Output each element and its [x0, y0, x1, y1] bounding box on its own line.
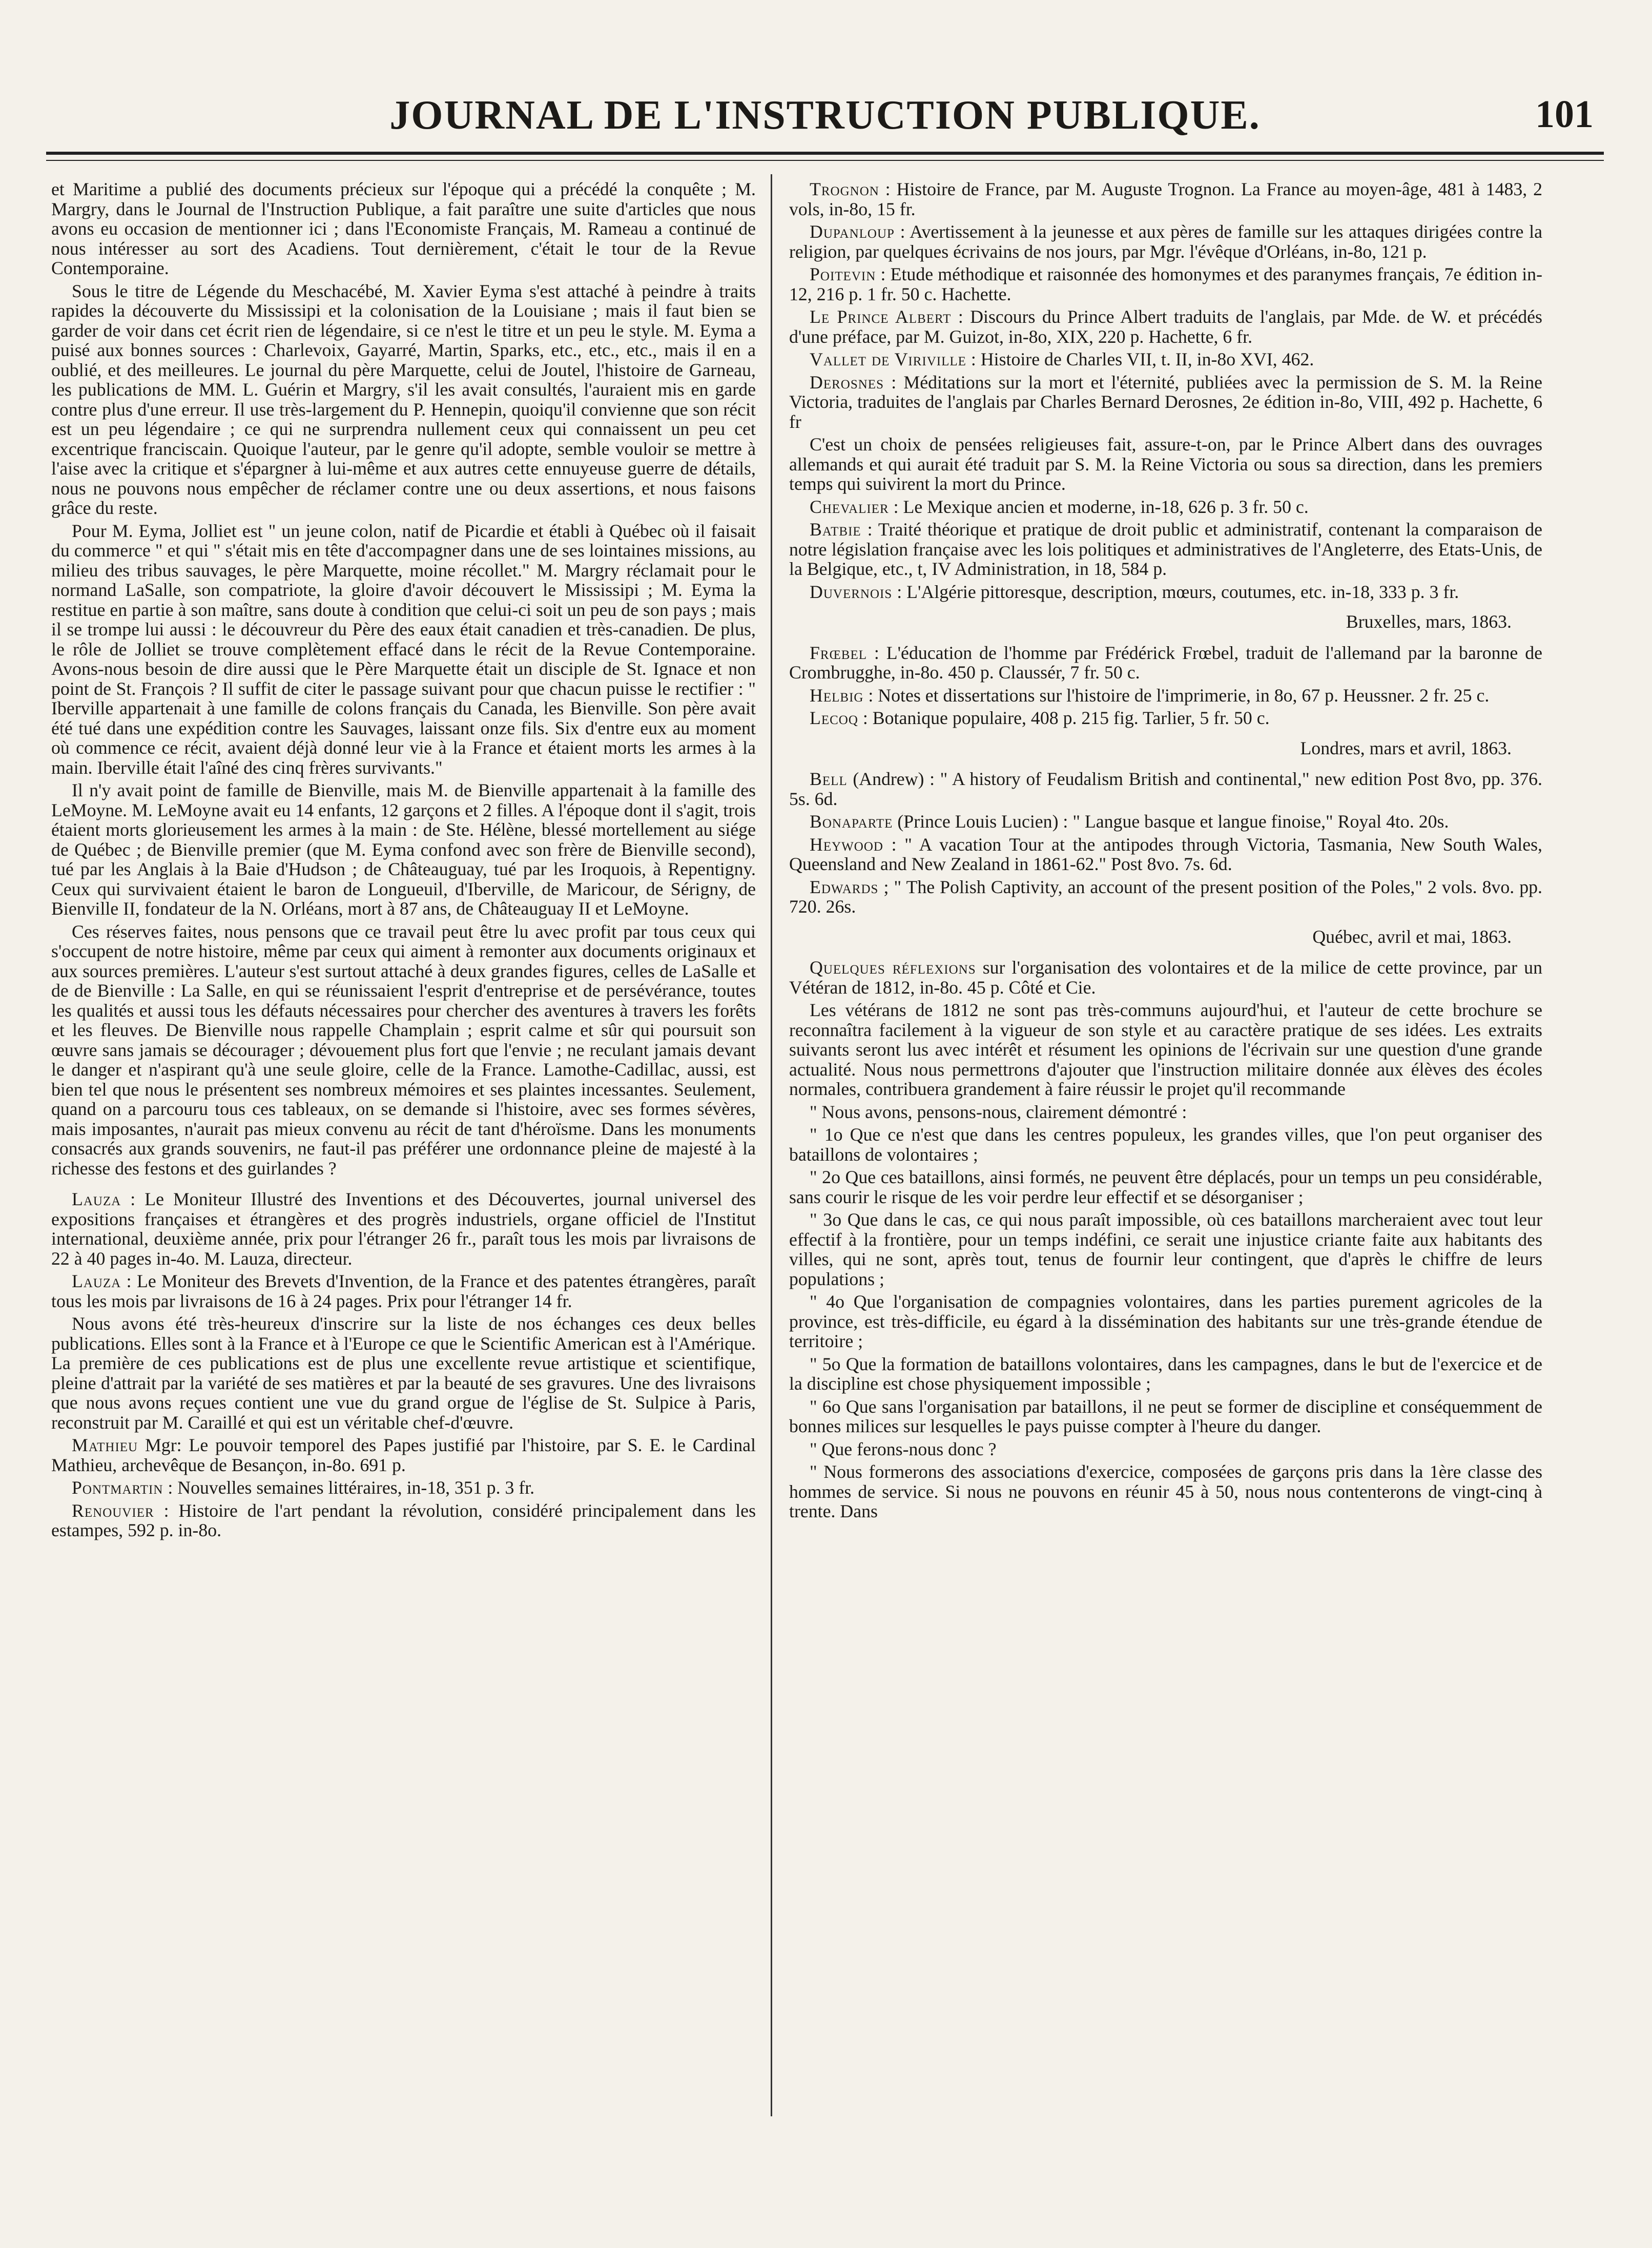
- entry-author: Lauza: [72, 1189, 121, 1209]
- quote-paragraph: " 1o Que ce n'est que dans les centres populeux, les grandes villes, que l'on peut organiser des bataillons de volontaires ;: [789, 1124, 1542, 1165]
- entry-text: (Prince Louis Lucien) : " Langue basque et langue finoise," Royal 4to. 20s.: [893, 811, 1449, 832]
- entry-author: Pontmartin: [72, 1477, 163, 1498]
- right-column: [789, 179, 1542, 2127]
- entry-author: Heywood: [810, 834, 883, 855]
- quote-paragraph: " 2o Que ces bataillons, ainsi formés, ne peuvent être déplacés, pour un temps un peu considérable, sans courir le risque de les voir perdre leur effectif et se désorganiser ;: [789, 1167, 1542, 1207]
- bibliography-entry: [789, 222, 1542, 261]
- bibliography-entry: [789, 307, 1542, 346]
- entry-text: (Andrew) : " A history of Feudalism British and continental," new edition Post 8vo, pp. 376. 5s. 6d.: [789, 769, 1542, 809]
- bibliography-entry: [789, 812, 1542, 832]
- entry-text: : Histoire de France, par M. Auguste Trognon. La France au moyen-âge, 481 à 1483, 2 vols, in-8o, 15 fr.: [789, 179, 1542, 219]
- paragraph: Il n'y avait point de famille de Bienville, mais M. de Bienville appartenait à la famille des LeMoyne. M. LeMoyne avait eu 14 enfants, 12 garçons et 2 filles. A l'époque dont il s'agit, trois étaient morts glorieusement les armes à la main : de Ste. Hélène, blessé mortellement au siége de Québec ; de Bienville premier (que M. Eyma confond avec son frère de Bienville second), tué par les Anglais à la Baie d'Hudson ; de Châteauguay, tué par les Iroquois, à Repentigny. Ceux qui survivaient étaient le baron de Longueuil, d'Iberville, de Maricour, de Sérigny, de Bienville II, fondateur de la N. Orléans, mort à 87 ans, de Châteauguay II et LeMoyne.: [51, 780, 756, 919]
- bibliography-entry: [789, 179, 1542, 219]
- bibliography-entry: [51, 1189, 756, 1268]
- entry-author: Mathieu: [72, 1435, 138, 1455]
- header-rule-thick: [46, 152, 1604, 155]
- dateline: Bruxelles, mars, 1863.: [1346, 611, 1512, 632]
- entry-author: Batbie: [810, 519, 861, 540]
- entry-text: : Nouvelles semaines littéraires, in-18, 351 p. 3 fr.: [163, 1477, 535, 1498]
- entry-author: Renouvier: [72, 1500, 154, 1521]
- bibliography-entry: [51, 1435, 756, 1475]
- entry-author: Bonaparte: [810, 811, 893, 832]
- paragraph: Nous avons été très-heureux d'inscrire sur la liste de nos échanges ces deux belles publications. Elles sont à la France et à l'Europe ce que le Scientific American est à l'Amérique. La première de ces publications est de plus une excellente revue artistique et scientifique, pleine d'attrait par la variété de ses matières et par la beauté de ses gravures. Une des livraisons que nous avons reçues contient une vue du grand orgue de l'église de St. Sulpice à Paris, reconstruit par M. Caraillé et qui est un véritable chef-d'œuvre.: [51, 1313, 756, 1433]
- bibliography-entry: [51, 1271, 756, 1311]
- column-divider: [771, 174, 772, 2116]
- bibliography-entry: [789, 708, 1542, 728]
- entry-author: Frœbel: [810, 642, 868, 663]
- quote-paragraph: " 6o Que sans l'organisation par bataillons, il ne peut se former de discipline et conséquemment de bonnes milices sur lesquelles le pays puisse compter à l'heure du danger.: [789, 1396, 1542, 1436]
- entry-author: Trognon: [810, 179, 879, 199]
- paragraph: Ces réserves faites, nous pensons que ce travail peut être lu avec profit par tous ceux qui s'occupent de notre histoire, même par ceux qui aiment à remonter aux documents originaux et aux sources premières. L'auteur s'est surtout attaché à deux grandes figures, celles de LaSalle et de de Bienville : La Salle, en qui se réunissaient l'esprit d'entreprise et de persévérance, toutes les qualités et aussi tous les défauts nécessaires pour chercher des aventures à travers les forêts et les fleuves. De Bienville nous rappelle Champlain ; esprit calme et sûr qui poursuit son œuvre sans jamais se décourager ; dévouement plus fort que l'envie ; ne reculant jamais devant le danger et n'aspirant qu'à une seule gloire, celle de la France. Lamothe-Cadillac, aussi, est bien tel que nous le présentent ses nombreux mémoires et ses plaintes incessantes. Seulement, quand on a parcouru tous ces tableaux, on se demande si l'histoire, avec ses formes sévères, mais imposantes, n'aurait pas mieux convenu au récit de tant d'héroïsme. Dans les monuments consacrés aux grands souvenirs, ne faut-il pas préférer une ordonnance pleine de majesté à la richesse des festons et des guirlandes ?: [51, 921, 756, 1179]
- left-column: [51, 179, 756, 2127]
- entry-text: ; " The Polish Captivity, an account of the present position of the Poles," 2 vols. 8vo. pp. 720. 26s.: [789, 876, 1542, 917]
- bibliography-entry: [789, 643, 1542, 683]
- entry-text: : " A vacation Tour at the antipodes through Victoria, Tasmania, New South Wales, Queensland and New Zealand in 1861-62." Post 8vo. 7s. 6d.: [789, 834, 1542, 874]
- entry-author: Derosnes: [810, 372, 884, 393]
- entry-author: Le Prince Albert: [810, 306, 952, 327]
- quote-paragraph: " Nous avons, pensons-nous, clairement démontré :: [810, 1101, 1187, 1122]
- entry-author: Vallet de Viriville: [810, 349, 966, 369]
- dateline: Londres, mars et avril, 1863.: [1300, 737, 1512, 758]
- bibliography-entry: [789, 686, 1542, 706]
- quote-paragraph: " 5o Que la formation de bataillons volontaires, dans les campagnes, dans le but de l'exercice et de la discipline est chose physiquement impossible ;: [789, 1353, 1542, 1394]
- entry-author: Edwards: [810, 876, 879, 897]
- entry-text: : Discours du Prince Albert traduits de l'anglais, par Mde. de W. et précédés d'une préface, par M. Guizot, in-8o, XIX, 220 p. Hachette, 6 fr.: [789, 306, 1542, 347]
- entry-text: : Avertissement à la jeunesse et aux pères de famille sur les attaques dirigées contre la religion, par quelques écrivains de nos jours, par Mgr. l'évêque d'Orléans, in-8o, 121 p.: [789, 221, 1542, 262]
- quote-paragraph: " Nous formerons des associations d'exercice, composées de garçons pris dans la 1ère classe des hommes de service. Si nous ne pouvons en réunir 45 à 50, nous nous contenterons de vingt-cinq à trente. Dans: [789, 1461, 1542, 1521]
- entry-text: Mgr: Le pouvoir temporel des Papes justifié par l'histoire, par S. E. le Cardinal Mathieu, archevêque de Besançon, in-8o. 691 p.: [51, 1435, 756, 1475]
- entry-text: : Le Moniteur des Brevets d'Invention, de la France et des patentes étrangères, paraît tous les mois par livraisons de 16 à 24 pages. Prix pour l'étranger 14 fr.: [51, 1271, 756, 1311]
- entry-text: sur l'organisation des volontaires et de la milice de cette province, par un Vétéran de 1812, in-8o. 45 p. Côté et Cie.: [789, 957, 1542, 998]
- entry-author: Quelques réflexions: [810, 957, 976, 978]
- bibliography-entry: [51, 1478, 756, 1498]
- quote-paragraph: " Que ferons-nous donc ?: [810, 1438, 997, 1459]
- bibliography-entry: [789, 877, 1542, 917]
- entry-text: : Le Mexique ancien et moderne, in-18, 626 p. 3 fr. 50 c.: [889, 496, 1309, 517]
- quote-paragraph: " 3o Que dans le cas, ce qui nous paraît impossible, où ces bataillons marcheraient avec tout leur effectif à la frontière, pour un temps indéfini, ce serait une injustice criante faite aux habitants des villes, qui ne sont, après tout, tenus de fournir leur contingent, que d'après le chiffre de leurs populations ;: [789, 1209, 1542, 1289]
- bibliography-entry: [789, 373, 1542, 432]
- paragraph: Pour M. Eyma, Jolliet est " un jeune colon, natif de Picardie et établi à Québec où il faisait du commerce " et qui " s'était mis en tête d'accompagner dans une de ses lointaines missions, au milieu des tribus sauvages, le père Marquette, moine récollet." M. Margry réclamait pour le normand LaSalle, son compatriote, la gloire d'avoir découvert le Mississipi ; M. Eyma la restitue en partie à son maître, sans doute à condition que celui-ci soit un peu de son pays ; mais il se trompe lui aussi : le découvreur du Père des eaux était canadien et très-canadien. De plus, le rôle de Jolliet se trouve complètement effacé dans le récit de la Revue Contemporaine. Avons-nous besoin de dire aussi que le Père Marquette était un disciple de St. Ignace et non point de St. François ? Il suffit de citer le passage suivant pour que chacun puisse le rectifier : " Iberville appartenait à une famille de colons français du Canada, les Bienville. Son père avait été tué dans une expédition contre les Sauvages, laissant onze fils. Six d'entre eux au moment où commence ce récit, avaient déjà donné leur vie à la France et étaient morts les armes à la main. Iberville était l'aîné des cinq frères survivants.": [51, 520, 756, 778]
- entry-text: : Le Moniteur Illustré des Inventions et des Découvertes, journal universel des expositions françaises et étrangères et des progrès industriels, organe officiel de l'Institut international, deuxième année, prix pour l'étranger 26 fr., paraît tous les mois par livraisons de 22 à 40 pages in-4o. M. Lauza, directeur.: [51, 1189, 756, 1269]
- bibliography-entry: [51, 1501, 756, 1540]
- entry-text: : Traité théorique et pratique de droit public et administratif, contenant la comparaison de notre législation française avec les lois politiques et administratives de l'Angleterre, des Etats-Unis, de la Belgique, etc., t, IV Administration, in 18, 584 p.: [789, 519, 1542, 579]
- entry-author: Poitevin: [810, 264, 876, 284]
- bibliography-entry: [789, 497, 1542, 517]
- bibliography-entry: [789, 835, 1542, 874]
- entry-text: : Etude méthodique et raisonnée des homonymes et des paranymes français, 7e édition in-12, 216 p. 1 fr. 50 c. Hachette.: [789, 264, 1542, 304]
- entry-author: Duvernois: [810, 581, 893, 602]
- entry-text: : Botanique populaire, 408 p. 215 fig. Tarlier, 5 fr. 50 c.: [858, 708, 1270, 728]
- entry-text: : Notes et dissertations sur l'histoire de l'imprimerie, in 8o, 67 p. Heussner. 2 fr. 25 c.: [863, 685, 1490, 706]
- entry-author: Lauza: [72, 1271, 121, 1291]
- page-header: [46, 87, 1604, 149]
- entry-text: : Méditations sur la mort et l'éternité, publiées avec la permission de S. M. la Reine Victoria, traduites de l'anglais par Charles Bernard Derosnes, 2e édition in-8o, VIII, 492 p. Hachette, 6 fr: [789, 372, 1542, 432]
- paragraph: C'est un choix de pensées religieuses fait, assure-t-on, par le Prince Albert dans des ouvrages allemands et qui aurait été traduit par S. M. la Reine Victoria ou sous sa direction, dans les premiers temps qui suivirent la mort du Prince.: [789, 434, 1542, 494]
- entry-author: Bell: [810, 769, 848, 789]
- paragraph: et Maritime a publié des documents précieux sur l'époque qui a précédé la conquête ; M. Margry, dans le Journal de l'Instruction Publique, a fait paraître une suite d'articles que nous avons eu occasion de mentionner ici ; dans l'Economiste Français, M. Rameau a continué de nous intéresser au sort des Acadiens. Tout dernièrement, c'était le tour de la Revue Contemporaine.: [51, 179, 756, 278]
- paragraph: Sous le titre de Légende du Meschacébé, M. Xavier Eyma s'est attaché à peindre à traits rapides la découverte du Mississipi et la colonisation de la Louisiane ; mais il faut bien se garder de voir dans cet écrit rien de légendaire, si ce n'est le titre et un peu le style. M. Eyma a puisé aux bonnes sources : Charlevoix, Gayarré, Martin, Sparks, etc., etc., etc., mais il en a oublié, et des meilleures. Le journal du père Marquette, celui de Joutel, l'histoire de Garneau, les publications de MM. L. Guérin et Margry, s'il les avait consultés, l'auraient mis en garde contre plus d'une erreur. Il use très-largement du P. Hennepin, quoiqu'il convienne que son récit est un peu légendaire ; ce qui ne surprendra nullement ceux qui connaissent un peu cet excentrique franciscain. Quoique l'auteur, par le genre qu'il adopte, semble vouloir se mettre à l'aise avec la critique et s'épargner à lui-même et aux autres cette ennuyeuse guerre de détails, nous ne pouvons nous empêcher de réclamer contre une ou deux assertions, et nous faisons grâce du reste.: [51, 280, 756, 518]
- journal-title: JOURNAL DE L'INSTRUCTION PUBLIQUE.: [389, 93, 1261, 138]
- page-number: 101: [1535, 93, 1594, 136]
- entry-author: Chevalier: [810, 496, 889, 517]
- entry-text: : L'Algérie pittoresque, description, mœurs, coutumes, etc. in-18, 333 p. 3 fr.: [892, 581, 1459, 602]
- bibliography-entry: [789, 520, 1542, 579]
- entry-text: : L'éducation de l'homme par Frédérick Frœbel, traduit de l'allemand par la baronne de Crombrugghe, in-8o. 450 p. Claussér, 7 fr. 50 c.: [789, 642, 1542, 683]
- bibliography-entry: [789, 264, 1542, 304]
- header-rule-thin: [46, 160, 1604, 161]
- entry-author: Helbig: [810, 685, 864, 706]
- dateline: Québec, avril et mai, 1863.: [1312, 926, 1512, 947]
- paragraph: Les vétérans de 1812 ne sont pas très-communs aujourd'hui, et l'auteur de cette brochure se reconnaîtra facilement à la vigueur de son style et au caractère pratique de ses idées. Les extraits suivants seront lus avec intérêt et résument les opinions de l'écrivain sur une question d'une grande actualité. Nous nous permettrons d'ajouter que l'instruction militaire donnée aux élèves des écoles normales, contribuera grandement à faire réussir le projet qu'il recommande: [789, 1000, 1542, 1099]
- entry-author: Dupanloup: [810, 221, 895, 242]
- entry-text: : Histoire de l'art pendant la révolution, considéré principalement dans les estampes, 592 p. in-8o.: [51, 1500, 756, 1540]
- entry-author: Lecoq: [810, 708, 858, 728]
- quote-paragraph: " 4o Que l'organisation de compagnies volontaires, dans les parties purement agricoles de la province, est très-difficile, eu égard à la dissémination des habitants sur une très-grande étendue de territoire ;: [789, 1291, 1542, 1351]
- bibliography-entry: [789, 958, 1542, 997]
- bibliography-entry: [789, 349, 1542, 369]
- bibliography-entry: [789, 582, 1542, 602]
- entry-text: : Histoire de Charles VII, t. II, in-8o XVI, 462.: [966, 349, 1314, 369]
- bibliography-entry: [789, 769, 1542, 809]
